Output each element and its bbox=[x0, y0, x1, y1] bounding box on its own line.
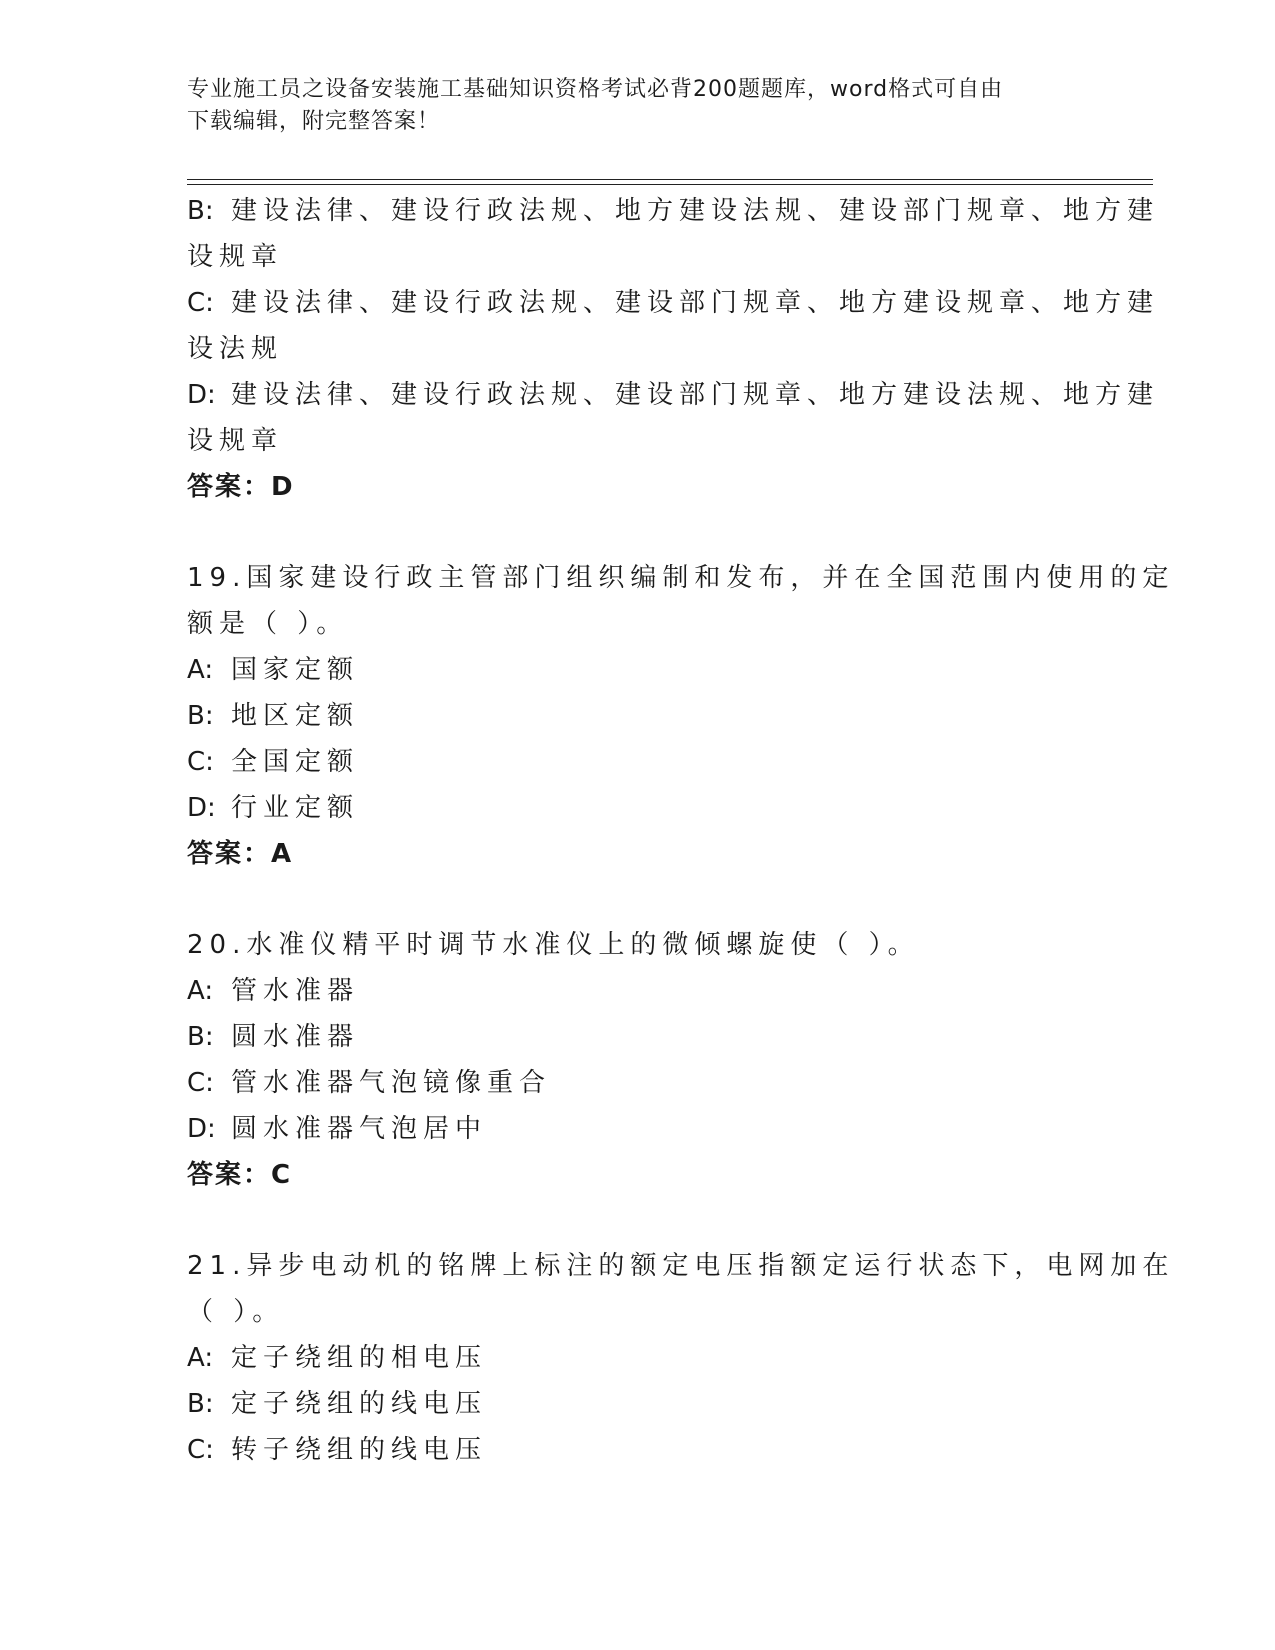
option-label: B: bbox=[187, 1389, 214, 1419]
spacer bbox=[187, 877, 1087, 922]
option-c bbox=[187, 739, 1087, 785]
question-stem-continued: 额是（ ）。 bbox=[187, 609, 349, 639]
header-divider-bottom bbox=[187, 184, 1153, 185]
option-d bbox=[187, 785, 1087, 831]
option-label: A: bbox=[187, 976, 214, 1006]
option-text: 国家定额 bbox=[231, 655, 360, 685]
question-21 bbox=[187, 1243, 1175, 1473]
option-label: C: bbox=[187, 1435, 214, 1465]
prev-question-options bbox=[187, 188, 1160, 510]
option-c bbox=[187, 1060, 1087, 1106]
option-label: C: bbox=[187, 288, 214, 318]
option-text: 地区定额 bbox=[231, 701, 360, 731]
option-label: A: bbox=[187, 655, 214, 685]
option-text: 定子绕组的相电压 bbox=[231, 1343, 488, 1373]
option-c-continued: 设法规 bbox=[187, 334, 284, 364]
answer: 答案：D bbox=[187, 472, 295, 502]
answer: 答案：C bbox=[187, 1160, 293, 1190]
question-stem: 19.国家建设行政主管部门组织编制和发布，并在全国范围内使用的定 bbox=[187, 563, 1175, 593]
option-text: 全国定额 bbox=[231, 747, 360, 777]
option-label: D: bbox=[187, 380, 216, 410]
question-19 bbox=[187, 555, 1175, 877]
answer: 答案：A bbox=[187, 839, 294, 869]
option-text: 定子绕组的线电压 bbox=[231, 1389, 488, 1419]
option-text: 管水准器气泡镜像重合 bbox=[231, 1068, 552, 1098]
option-b bbox=[187, 693, 1087, 739]
option-text: 管水准器 bbox=[231, 976, 360, 1006]
option-text: 行业定额 bbox=[231, 793, 360, 823]
option-label: D: bbox=[187, 793, 216, 823]
question-content bbox=[187, 188, 1175, 1473]
option-label: B: bbox=[187, 1022, 214, 1052]
option-d bbox=[187, 372, 1160, 418]
question-stem: 21.异步电动机的铭牌上标注的额定电压指额定运行状态下，电网加在 bbox=[187, 1251, 1175, 1281]
option-c bbox=[187, 1427, 1087, 1473]
header-line-2: 下载编辑，附完整答案！ bbox=[187, 109, 441, 134]
document-header bbox=[187, 74, 1067, 138]
question-stem: 20.水准仪精平时调节水准仪上的微倾螺旋使（ ）。 bbox=[187, 930, 920, 960]
option-label: B: bbox=[187, 196, 214, 226]
option-c bbox=[187, 280, 1160, 326]
option-text: 建设法律、建设行政法规、地方建设法规、建设部门规章、地方建 bbox=[231, 196, 1160, 226]
question-stem-continued: （ ）。 bbox=[187, 1297, 285, 1327]
option-text: 圆水准器 bbox=[231, 1022, 360, 1052]
option-label: B: bbox=[187, 701, 214, 731]
option-label: A: bbox=[187, 1343, 214, 1373]
option-text: 建设法律、建设行政法规、建设部门规章、地方建设规章、地方建 bbox=[231, 288, 1160, 318]
spacer bbox=[187, 510, 1087, 555]
question-20 bbox=[187, 922, 1087, 1198]
spacer bbox=[187, 1198, 1087, 1243]
option-d bbox=[187, 1106, 1087, 1152]
header-divider-top bbox=[187, 179, 1153, 180]
option-b bbox=[187, 188, 1160, 234]
option-label: C: bbox=[187, 1068, 214, 1098]
option-b bbox=[187, 1381, 1087, 1427]
option-a bbox=[187, 647, 1087, 693]
option-text: 建设法律、建设行政法规、建设部门规章、地方建设法规、地方建 bbox=[231, 380, 1160, 410]
option-text: 圆水准器气泡居中 bbox=[231, 1114, 488, 1144]
option-text: 转子绕组的线电压 bbox=[231, 1435, 488, 1465]
option-a bbox=[187, 1335, 1087, 1381]
header-line-1: 专业施工员之设备安装施工基础知识资格考试必背200题题库，word格式可自由 bbox=[187, 77, 1004, 102]
option-b-continued: 设规章 bbox=[187, 242, 284, 272]
option-a bbox=[187, 968, 1087, 1014]
option-label: D: bbox=[187, 1114, 216, 1144]
option-d-continued: 设规章 bbox=[187, 426, 284, 456]
option-label: C: bbox=[187, 747, 214, 777]
option-b bbox=[187, 1014, 1087, 1060]
